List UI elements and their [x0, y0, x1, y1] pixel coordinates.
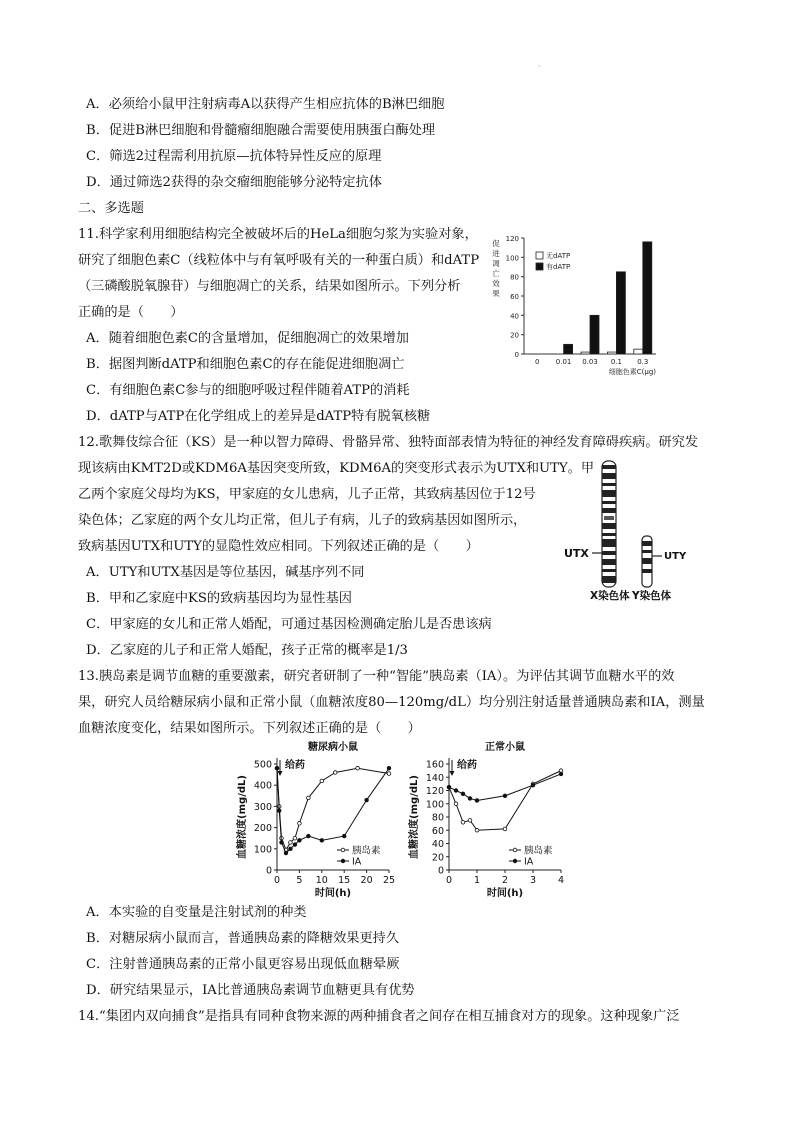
dose-arrow-head	[450, 771, 455, 776]
legend-marker	[341, 848, 345, 852]
q12-option-d: D．乙家庭的儿子和正常人婚配，孩子正常的概率是1/3	[86, 643, 408, 658]
x-chromosome	[564, 461, 616, 587]
x-axis-label: 时间(h)	[314, 888, 352, 898]
data-point	[293, 836, 297, 840]
dose-annotation: 给药	[457, 760, 477, 771]
y-tick-label: 40	[510, 312, 519, 321]
x-tick-label: 0.1	[610, 358, 622, 366]
legend-marker	[513, 848, 517, 852]
q12-line-3: 乙两个家庭父母均为KS，甲家庭的女儿患病，儿子正常，其致病基因位于12号	[78, 487, 536, 502]
y-axis-label-char: 亡	[492, 269, 500, 278]
chart-title: 糖尿病小鼠	[308, 742, 358, 753]
y-tick-label: 80	[510, 273, 519, 282]
legend-swatch	[536, 252, 543, 259]
y-tick-label: 100	[253, 844, 272, 856]
data-point	[503, 827, 507, 831]
bar	[564, 344, 573, 354]
q12-option-c: C．甲家庭的女儿和正常人婚配，可通过基因检测确定胎儿是否患该病	[86, 617, 492, 632]
y-tick-label: 400	[253, 780, 272, 792]
bar	[607, 352, 616, 354]
legend-swatch	[536, 263, 543, 270]
q11-option-d: D．dATP与ATP在化学组成上的差异是dATP特有脱氧核糖	[86, 409, 431, 424]
data-point	[280, 841, 284, 845]
x-axis-label: 细胞色素C(μg)	[608, 368, 656, 376]
q11-option-b: B．据图判断dATP和细胞色素C的存在能促进细胞凋亡	[86, 357, 405, 372]
data-point	[461, 792, 465, 796]
data-point	[387, 766, 391, 770]
data-point	[333, 771, 337, 775]
bar	[581, 352, 590, 354]
y-tick-label: 140	[425, 772, 444, 784]
x-tick-label: 5	[296, 875, 303, 886]
data-point	[298, 822, 302, 826]
legend-marker	[513, 859, 517, 863]
normal-mice-line-chart	[405, 738, 570, 898]
x-tick-label: 0	[273, 875, 281, 886]
y-axis-label-char: 效	[492, 279, 500, 288]
data-point	[468, 797, 472, 801]
q13-option-a: A．本实验的自变量是注射试剂的种类	[86, 905, 307, 920]
dose-arrow-head	[278, 771, 283, 776]
y-axis-label-char: 促	[492, 239, 500, 248]
y-tick-label: 0	[265, 865, 272, 877]
data-point	[454, 789, 458, 793]
q11-option-c: C．有细胞色素C参与的细胞呼吸过程伴随着ATP的消耗	[86, 383, 410, 398]
q13-line-3: 血糖浓度变化，结果如图所示。下列叙述正确的是（ ）	[78, 721, 421, 736]
q12-line-2: 现该病由KMT2D或KDM6A基因突变所致，KDM6A的突变形式表示为UTX和UTY。甲	[78, 461, 595, 476]
q11-line-1: 11.科学家利用细胞结构完全被破坏后的HeLa细胞匀浆为实验对象，	[78, 227, 478, 242]
x-axis-label: 时间(h)	[486, 888, 524, 898]
x-tick-label: 0	[445, 875, 453, 886]
q13-option-d: D．研究结果显示，IA比普通胰岛素调节血糖更具有优势	[86, 983, 415, 998]
section-title: 二、多选题	[78, 201, 144, 216]
bar	[643, 242, 652, 354]
y-axis-label-char: 凋	[492, 259, 500, 268]
q12-line-4: 染色体；乙家庭的两个女儿均正常，但儿子有病，儿子的致病基因如图所示，	[78, 513, 527, 528]
q10-option-a: A．必须给小鼠甲注射病毒A以获得产生相应抗体的B淋巴细胞	[86, 97, 445, 112]
x-tick-label: 0.03	[582, 358, 598, 366]
q13-option-b: B．对糖尿病小鼠而言，普通胰岛素的降糖效果更持久	[86, 931, 400, 946]
y-tick-label: 160	[425, 759, 444, 771]
legend-label: 胰岛素	[524, 845, 553, 857]
data-point	[387, 772, 391, 776]
y-tick-label: 120	[425, 786, 444, 797]
q12-option-b: B．甲和乙家庭中KS的致病基因均为显性基因	[86, 591, 352, 606]
y-tick-label: 80	[431, 812, 444, 824]
data-point	[454, 802, 458, 806]
legend-marker	[341, 859, 345, 863]
x-tick-label: 0.01	[555, 358, 572, 366]
data-point	[298, 839, 302, 843]
chromosome-figure	[560, 455, 700, 605]
bar	[616, 272, 625, 354]
x-tick-label: 15	[338, 875, 351, 886]
q11-line-4: 正确的是（ ）	[78, 305, 184, 320]
q11-option-a: A．随着细胞色素C的含量增加，促细胞凋亡的效果增加	[86, 331, 409, 346]
x-tick-label: 20	[360, 875, 373, 886]
x-tick-label: 2	[501, 875, 509, 886]
legend-label: 有dATP	[546, 263, 571, 271]
y-axis-label-char: 进	[492, 249, 500, 258]
legend-label: 无dATP	[546, 252, 571, 260]
q14-line-1: 14.“集团内双向捕食”是指具有同种食物来源的两种捕食者之间存在相互捕食对方的现象。这种现象广泛	[78, 1009, 680, 1024]
data-point	[307, 796, 311, 800]
y-chromosome	[642, 536, 687, 587]
diabetic-mice-line-chart	[233, 738, 398, 898]
y-tick-label: 20	[431, 852, 444, 864]
data-point	[277, 809, 281, 813]
data-point	[475, 828, 479, 832]
q10-option-b: B．促进B淋巴细胞和骨髓瘤细胞融合需要使用胰蛋白酶处理	[86, 123, 436, 138]
y-axis-label: 血糖浓度(mg/dL)	[237, 775, 248, 859]
page-mark: ·	[538, 62, 541, 71]
q12-option-a: A．UTY和UTX基因是等位基因，碱基序列不同	[86, 565, 365, 580]
q10-option-d: D．通过筛选2获得的杂交瘤细胞能够分泌特定抗体	[86, 175, 382, 190]
q11-line-2: 研究了细胞色素C（线粒体中与有氧呼吸有关的一种蛋白质）和dATP	[78, 253, 480, 268]
y-tick-label: 100	[425, 799, 444, 811]
uty-label: UTY	[664, 551, 687, 562]
chart-title: 正常小鼠	[485, 742, 525, 753]
y-tick-label: 100	[505, 254, 519, 263]
data-point	[461, 821, 465, 825]
data-point	[275, 766, 279, 770]
data-point	[356, 766, 360, 770]
data-point	[307, 834, 311, 838]
x-tick-label: 0	[534, 358, 540, 366]
y-tick-label: 0	[437, 865, 444, 877]
y-chromosome-label: Y染色体	[632, 590, 672, 602]
legend-label: 胰岛素	[352, 845, 381, 857]
apoptosis-bar-chart	[488, 228, 663, 378]
utx-label: UTX	[564, 547, 589, 560]
q13-line-1: 13.胰岛素是调节血糖的重要激素，研究者研制了一种“智能”胰岛素（IA）。为评估其调节血糖水平的效	[78, 669, 675, 684]
data-point	[289, 841, 293, 845]
q13-line-2: 果，研究人员给糖尿病小鼠和正常小鼠（血糖浓度80—120mg/dL）均分别注射适量普通胰岛素和IA，测量	[78, 695, 705, 710]
data-point	[289, 847, 293, 851]
bar	[590, 315, 599, 354]
dose-annotation: 给药	[285, 760, 305, 771]
y-tick-label: 60	[510, 293, 519, 301]
data-point	[342, 834, 346, 838]
y-axis-label-char: 果	[492, 289, 500, 298]
q12-line-1: 12.歌舞伎综合征（KS）是一种以智力障碍、骨骼异常、独特面部表情为特征的神经发育障碍疾病。研究发	[78, 435, 699, 450]
legend-label: IA	[524, 856, 534, 868]
series-line	[277, 768, 389, 853]
q11-line-3: （三磷酸脱氧腺苷）与细胞凋亡的关系，结果如图所示。下列分析	[78, 279, 461, 294]
q12-line-5: 致病基因UTX和UTY的显隐性效应相同。下列叙述正确的是（ ）	[78, 539, 479, 554]
data-point	[559, 772, 563, 776]
data-point	[531, 783, 535, 787]
x-tick-label: 3	[529, 875, 537, 886]
y-tick-label: 200	[253, 823, 272, 835]
data-point	[320, 779, 324, 783]
q13-option-c: C．注射普通胰岛素的正常小鼠更容易出现低血糖晕厥	[86, 957, 400, 972]
q10-option-c: C．筛选2过程需利用抗原—抗体特异性反应的原理	[86, 149, 382, 164]
y-axis-label: 血糖浓度(mg/dL)	[409, 775, 420, 859]
data-point	[447, 785, 451, 789]
series-line	[449, 771, 561, 831]
data-point	[365, 798, 369, 802]
legend-label: IA	[352, 856, 362, 868]
y-tick-label: 0	[514, 351, 519, 359]
data-point	[468, 819, 472, 823]
y-tick-label: 500	[253, 759, 272, 771]
y-tick-label: 40	[431, 839, 444, 850]
y-tick-label: 300	[253, 801, 272, 813]
data-point	[320, 839, 324, 843]
y-tick-label: 20	[510, 331, 519, 340]
x-tick-label: 25	[382, 875, 396, 886]
y-tick-label: 120	[505, 235, 519, 243]
data-point	[503, 794, 507, 798]
x-tick-label: 10	[315, 875, 328, 886]
x-tick-label: 0.3	[637, 358, 649, 366]
x-tick-label: 1	[473, 875, 481, 886]
bar	[634, 349, 643, 354]
y-tick-label: 60	[431, 825, 444, 837]
x-tick-label: 4	[557, 875, 565, 886]
data-point	[293, 843, 297, 847]
data-point	[475, 799, 479, 803]
x-chromosome-label: X染色体	[590, 590, 630, 602]
data-point	[284, 851, 288, 855]
